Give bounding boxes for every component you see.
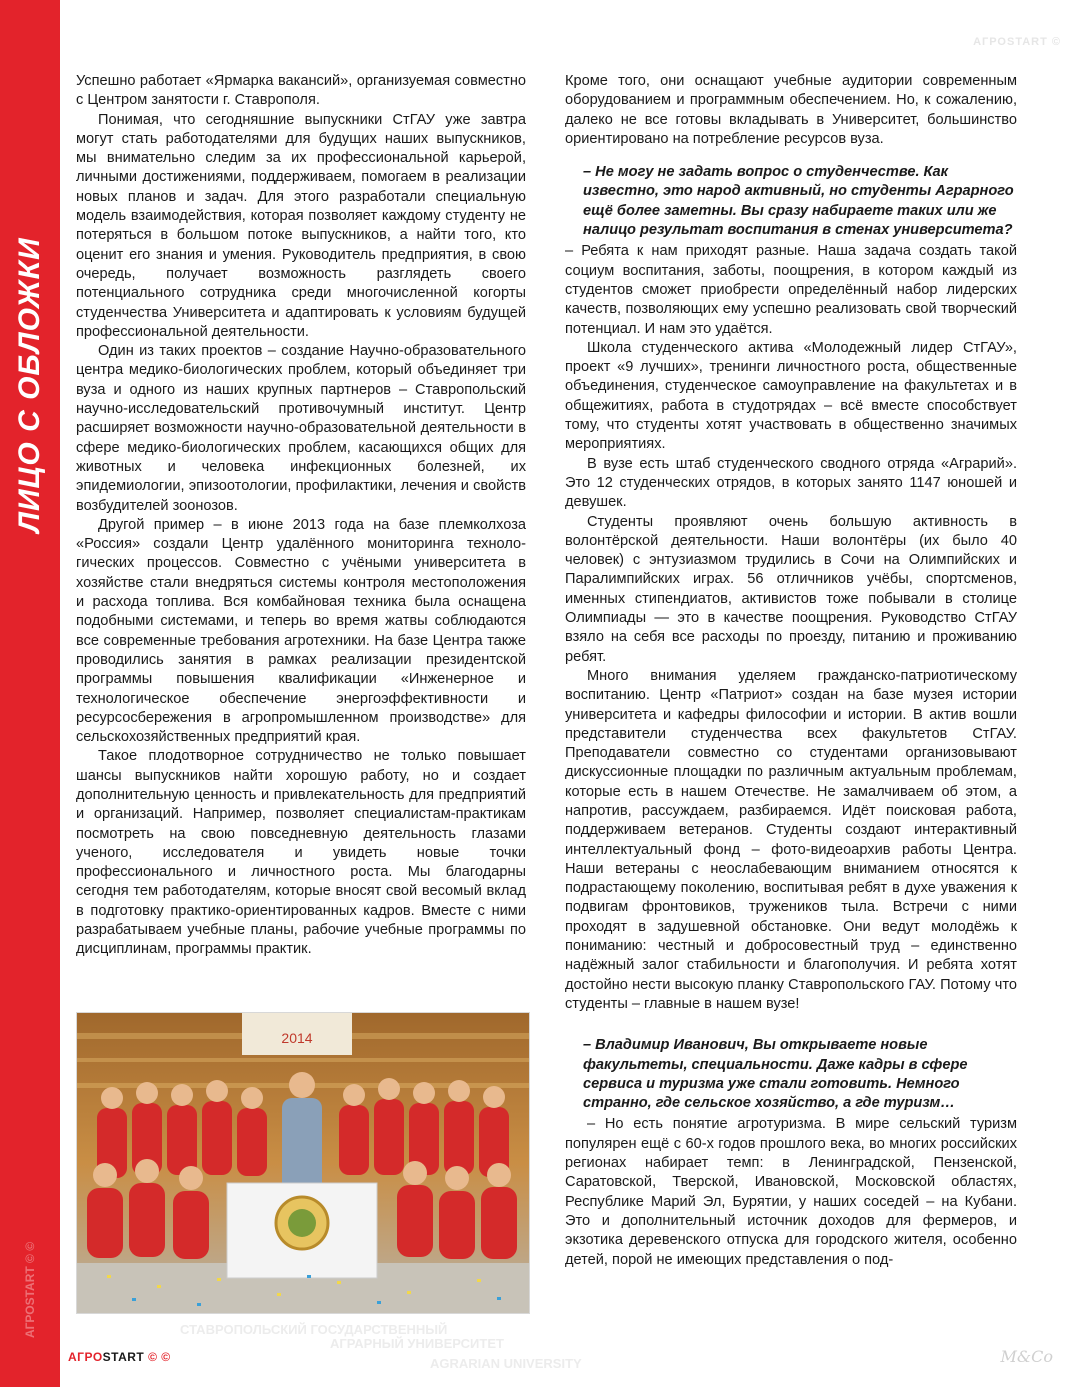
article-right-column [565,72,1017,1270]
footer-brand [68,1350,171,1364]
paragraph: Студенты проявляют очень большую активность в волонтёрской деятельности. Наши волонтёры (их было 40 человек) с энтузиазмом трудились в Сочи на Олимпийских и Паралимпийских играх. 56 отличников учёбы, спортсменов, именных стипендиатов, активистов тоже побывали в столице Олимпиады — это в качестве поощрения. Руководство СтГАУ взяло на себя все расходы по проезду, питанию и проживанию ребят. [565,513,1017,665]
footer-watermark: СТАВРОПОЛЬСКИЙ ГОСУДАРСТВЕННЫЙ [180,1322,448,1337]
paragraph: Понимая, что сегодняшние выпускники СтГАУ уже завтра могут стать работодателями для будущих наших выпускников, мы внимательно следим за их профессиональной карьерой, личными достижениями, поддерживаем, помогаем в реализации новых планов и задач. Для этого разработали специальную модель взаимодействия, которая позволяет каждому студенту не потеряться в большом потоке выпускников, а найти того, кто оценит его знания и умения. Руководитель предприятия, в свою очередь, получает возможность разглядеть своего потенциального сотрудника среди многочисленной когорты студенчества Университета и адаптировать к условиям будущей профессиональной деятельности. [76,111,526,340]
paragraph: Много внимания уделяем гражданско-патриотическому воспитанию. Центр «Патриот» создан на базе музея истории университета и кафедры философии и истории. В актив вошли представители студенчества всех факультетов СтГАУ. Преподаватели совместно со студентами организовывают дискуссионные площадки по различным актуальным проблемам, которые есть в нашем Отечестве. Не замалчиваем об этом, а напротив, рассуждаем, разбираемся. Идёт поисковая работа, поддерживаем ветеранов. Студенты создают интерактивный интеллектуальный фонд – фото-видеоархив работы Центра. Наши ветераны с неослабевающим вниманием относятся к подрастающему поколению, воспитывая ребят в духе уважения к подвигам фронтовиков, тружеников тыла. Встречи с ними проходят в задушевной обстановке. Они ведут молодёжь к пониманию: честный и добросовестный труд – единственно надёжный залог стабильности и благополучия. И ребята хотят достойно нести высокую планку Ставропольского ГАУ. Потому что студенты – главные в нашем вузе! [565,667,1017,1012]
footer-watermark: АГРАРНЫЙ УНИВЕРСИТЕТ [330,1336,504,1351]
paragraph: Школа студенческого актива «Молодежный лидер СтГАУ», проект «9 лучших», тренинги личностного роста, общественные объединения, студенческое самоуправление на факультетах и в общежитиях, работа в студотрядах – всё вместе способствует тому, что студенты хотят участвовать в общественно значимых мероприятиях. [565,339,1017,453]
brand-marks: © © [148,1350,171,1364]
publisher-logo: M&Co [1000,1347,1053,1366]
interview-question: – Не могу не задать вопрос о студенчестве. Как известно, это народ активный, но студенты Аграрного ещё более заметны. Вы сразу набираете таких или же налицо результат воспитания в стенах университета? [583,164,1014,239]
section-sidebar [0,0,60,1387]
paragraph: Один из таких проектов – создание Научно-образовательного центра медико-биологических проблем, который объединяет три вуза и одного из наших крупных партнеров – Ставропольский научно-исследовательский противочумный институт. Центр расширяет возможности научно-образовательной деятельности в сфере медико-биологических проблем, касающихся общих для животных и человека инфекционных болезней, их эпидемиологии, эпизоотологии, профилактики, лечения и свойств возбудителей зоонозов. [76,343,526,514]
group-photo [76,1012,530,1314]
footer-watermark: AGRARIAN UNIVERSITY [430,1356,582,1371]
banner-text: 2014 [281,1030,313,1046]
brand-start: START [102,1350,145,1364]
interview-question: – Владимир Иванович, Вы открываете новые факультеты, специальности. Даже кадры в сфере сервиса и туризма уже стали готовить. Немного странно, где сельское хозяйство, а где туризм… [583,1037,968,1112]
paragraph: Успешно работает «Ярмарка вакансий», организуемая совместно с Центром занятости г. Ставрополя. [76,73,526,109]
paragraph: – Но есть понятие агротуризма. В мире сельский туризм популярен ещё с 60-х годов прошлого века, во многих российских регионах набирает темп: в Ленинградской, Пензенской, Саратовской, Тверской, Ивановской, Московской областях, Республике Марий Эл, Бурятии, у наших соседей – на Кубани. Это и дополнительный источник доходов для фермеров, и экзотика деревенского отпуска для городского жителя, особенно детей, порой не имеющих представления о под- [565,1116,1017,1268]
paragraph: Другой пример – в июне 2013 года на базе племколхоза «Россия» создали Центр удалённого мониторинга технологических процессов. Совместно с учёными университета в хозяйстве стали внедряться системы контроля местоположения и расхода топлива. Вся комбайновая техника была оснащена подобными системами, и теперь во время жатвы соблюдаются все современные требования агротехники. На базе Центра также проводились занятия в рамках реализации президентской программы повышения квалификации «Инженерное и технологическое обеспечение энергоэффективности и ресурсосбережения в агропромышленном производстве» для сельскохозяйственных предприятий края. [76,516,526,746]
paragraph: Такое плодотворное сотрудничество не только повышает шансы выпускников найти хорошую работу, но и создает дополнительную ценность и привлекательность для предприятий и организаций. Например, позволяет специалистам-практикам посмотреть на свою повседневную деятельность глазами ученого, исследователя и увидеть новые точки профессионального и личностного роста. Мы благодарны сегодня тем работодателям, которые вносят свой весомый вклад в подготовку практико-ориентированных кадров. Вместе с ними разрабатываем учебные планы, рабочие учебные программы по дисциплинам, программы практик. [76,748,526,958]
article-left-column [76,72,526,960]
paragraph: Кроме того, они оснащают учебные аудитории современным оборудованием и программным обеспечением. Но, к сожалению, далеко не все готовы вкладывать в Университет, большинство ориентировано на потребление ресурсов вуза. [565,73,1017,147]
header-watermark: АГРОSTART © [973,36,1061,48]
paragraph: – Ребята к нам приходят разные. Наша задача создать такой социум воспитания, заботы, поощрения, в котором каждый из студентов сможет приобрести определённый набор лидерских качеств, позволяющих ему успешно реализовать свой творческий потенциал. И нам это удаётся. [565,243,1017,337]
sidebar-watermark: АГРОSTART © © [23,1241,37,1339]
paragraph: В вузе есть штаб студенческого сводного отряда «Аграрий». Это 12 студенческих отрядов, в которых занято 1147 юношей и девушек. [565,455,1017,511]
section-title: ЛИЦО С ОБЛОЖКИ [13,237,46,533]
brand-agro: АГРО [68,1350,103,1364]
